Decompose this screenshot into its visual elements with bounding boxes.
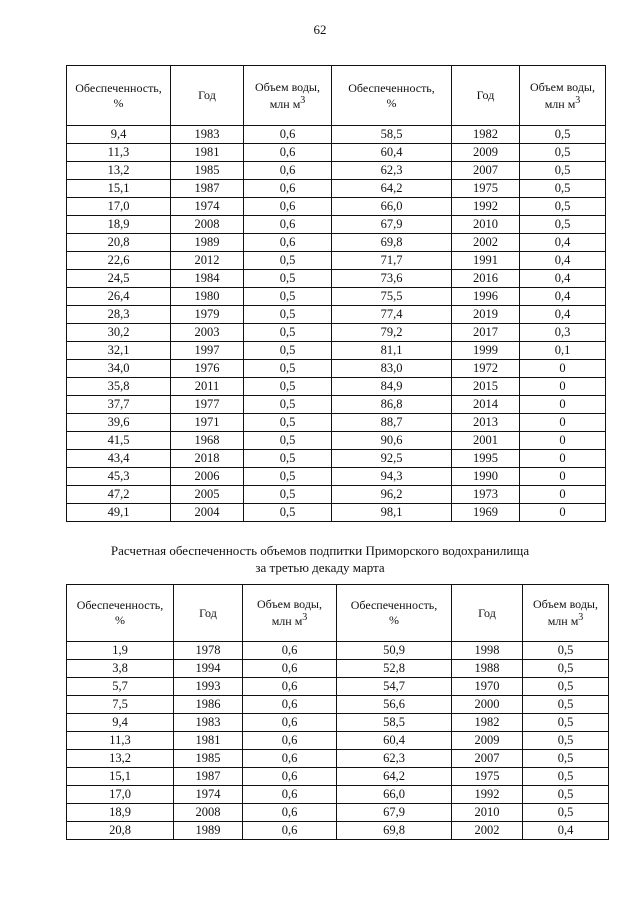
table-cell: 0,5 bbox=[244, 324, 332, 342]
table-cell: 0,5 bbox=[523, 678, 609, 696]
table-cell: 1972 bbox=[452, 360, 520, 378]
table-cell: 1988 bbox=[452, 660, 523, 678]
table-cell: 0,6 bbox=[243, 786, 337, 804]
table-cell: 1997 bbox=[171, 342, 244, 360]
table-cell: 2018 bbox=[171, 450, 244, 468]
header-row bbox=[67, 585, 609, 642]
table-cell: 5,7 bbox=[67, 678, 174, 696]
table-cell: 18,9 bbox=[67, 804, 174, 822]
table-row bbox=[67, 750, 609, 768]
table-cell: 0,6 bbox=[243, 768, 337, 786]
table-row bbox=[67, 378, 606, 396]
table-cell: 0,3 bbox=[520, 324, 606, 342]
table-cell: 1986 bbox=[174, 696, 243, 714]
table-row bbox=[67, 642, 609, 660]
table-cell: 13,2 bbox=[67, 162, 171, 180]
table-cell: 79,2 bbox=[332, 324, 452, 342]
table-cell: 0,6 bbox=[243, 678, 337, 696]
table-cell: 0,6 bbox=[243, 696, 337, 714]
table-cell: 2007 bbox=[452, 750, 523, 768]
table-cell: 2008 bbox=[171, 216, 244, 234]
table-cell: 2001 bbox=[452, 432, 520, 450]
table-cell: 69,8 bbox=[332, 234, 452, 252]
table-cell: 9,4 bbox=[67, 714, 174, 732]
table-cell: 1998 bbox=[452, 642, 523, 660]
table-caption-line-2: за третью декаду марта bbox=[255, 560, 385, 575]
table-cell: 1989 bbox=[171, 234, 244, 252]
table-cell: 0,6 bbox=[244, 234, 332, 252]
table-cell: 0,4 bbox=[520, 270, 606, 288]
table-cell: 45,3 bbox=[67, 468, 171, 486]
table-cell: 64,2 bbox=[337, 768, 452, 786]
table-cell: 67,9 bbox=[332, 216, 452, 234]
table-cell: 37,7 bbox=[67, 396, 171, 414]
table-cell: 1983 bbox=[171, 126, 244, 144]
table-row bbox=[67, 216, 606, 234]
table-row bbox=[67, 342, 606, 360]
table-cell: 1984 bbox=[171, 270, 244, 288]
table-cell: 0 bbox=[520, 450, 606, 468]
table-cell: 62,3 bbox=[337, 750, 452, 768]
table-cell: 0,6 bbox=[244, 198, 332, 216]
table-cell: 1977 bbox=[171, 396, 244, 414]
table-cell: 0,5 bbox=[244, 342, 332, 360]
table-row bbox=[67, 714, 609, 732]
data-table-1 bbox=[66, 65, 606, 522]
header-cell: Обеспеченность, % bbox=[332, 66, 452, 126]
table-cell: 15,1 bbox=[67, 180, 171, 198]
table-cell: 0,4 bbox=[520, 252, 606, 270]
page-number: 62 bbox=[313, 22, 327, 37]
table-cell: 60,4 bbox=[332, 144, 452, 162]
table-cell: 1992 bbox=[452, 198, 520, 216]
table-cell: 58,5 bbox=[332, 126, 452, 144]
header-cell: Объем воды, млн $м^3$ bbox=[520, 66, 606, 126]
table-row bbox=[67, 786, 609, 804]
table-row bbox=[67, 144, 606, 162]
table-cell: 2005 bbox=[171, 486, 244, 504]
table-cell: 1980 bbox=[171, 288, 244, 306]
table-row bbox=[67, 450, 606, 468]
table-cell: 1989 bbox=[174, 822, 243, 840]
table-cell: 0 bbox=[520, 486, 606, 504]
header-cell: Обеспеченность, % bbox=[67, 66, 171, 126]
table-row bbox=[67, 660, 609, 678]
table-cell: 2011 bbox=[171, 378, 244, 396]
table-cell: 0,5 bbox=[244, 414, 332, 432]
table-cell: 0,5 bbox=[520, 180, 606, 198]
table-cell: 98,1 bbox=[332, 504, 452, 522]
table-cell: 0,6 bbox=[244, 216, 332, 234]
table-cell: 22,6 bbox=[67, 252, 171, 270]
table-cell: 1969 bbox=[452, 504, 520, 522]
table-cell: 2004 bbox=[171, 504, 244, 522]
table-cell: 2003 bbox=[171, 324, 244, 342]
table-cell: 0 bbox=[520, 504, 606, 522]
table-row bbox=[67, 306, 606, 324]
table-cell: 58,5 bbox=[337, 714, 452, 732]
table-cell: 0,5 bbox=[523, 714, 609, 732]
table-1-body bbox=[67, 126, 606, 522]
header-cell: Год bbox=[452, 66, 520, 126]
table-cell: 0 bbox=[520, 414, 606, 432]
table-cell: 94,3 bbox=[332, 468, 452, 486]
table-cell: 1981 bbox=[171, 144, 244, 162]
table-cell: 1983 bbox=[174, 714, 243, 732]
table-cell: 2000 bbox=[452, 696, 523, 714]
table-row bbox=[67, 732, 609, 750]
table-2-body bbox=[67, 642, 609, 840]
table-cell: 0,5 bbox=[244, 468, 332, 486]
table-cell: 11,3 bbox=[67, 732, 174, 750]
table-cell: 71,7 bbox=[332, 252, 452, 270]
table-cell: 0,5 bbox=[523, 804, 609, 822]
table-cell: 2017 bbox=[452, 324, 520, 342]
table-row bbox=[67, 468, 606, 486]
table-cell: 92,5 bbox=[332, 450, 452, 468]
table-cell: 1991 bbox=[452, 252, 520, 270]
table-cell: 1,9 bbox=[67, 642, 174, 660]
table-cell: 2012 bbox=[171, 252, 244, 270]
table-cell: 0 bbox=[520, 432, 606, 450]
table-cell: 13,2 bbox=[67, 750, 174, 768]
table-cell: 2019 bbox=[452, 306, 520, 324]
table-cell: 0,5 bbox=[523, 660, 609, 678]
table-cell: 64,2 bbox=[332, 180, 452, 198]
table-cell: 0,5 bbox=[244, 288, 332, 306]
table-cell: 0,6 bbox=[243, 732, 337, 750]
header-cell: Обеспеченность, % bbox=[67, 585, 174, 642]
table-cell: 1990 bbox=[452, 468, 520, 486]
table-cell: 0,5 bbox=[244, 378, 332, 396]
table-cell: 69,8 bbox=[337, 822, 452, 840]
table-cell: 0,5 bbox=[520, 198, 606, 216]
table-cell: 1975 bbox=[452, 768, 523, 786]
table-cell: 2006 bbox=[171, 468, 244, 486]
table-cell: 0,5 bbox=[523, 768, 609, 786]
header-cell: Год bbox=[174, 585, 243, 642]
table-cell: 2016 bbox=[452, 270, 520, 288]
table-cell: 0,6 bbox=[243, 642, 337, 660]
table-cell: 18,9 bbox=[67, 216, 171, 234]
table-cell: 30,2 bbox=[67, 324, 171, 342]
table-cell: 1994 bbox=[174, 660, 243, 678]
table-row bbox=[67, 414, 606, 432]
table-cell: 2009 bbox=[452, 732, 523, 750]
table-cell: 0,6 bbox=[244, 126, 332, 144]
table-cell: 15,1 bbox=[67, 768, 174, 786]
table-cell: 7,5 bbox=[67, 696, 174, 714]
table-cell: 1987 bbox=[171, 180, 244, 198]
table-cell: 34,0 bbox=[67, 360, 171, 378]
table-row bbox=[67, 504, 606, 522]
table-row bbox=[67, 396, 606, 414]
table-cell: 77,4 bbox=[332, 306, 452, 324]
table-cell: 75,5 bbox=[332, 288, 452, 306]
table-cell: 0,5 bbox=[244, 252, 332, 270]
table-cell: 49,1 bbox=[67, 504, 171, 522]
table-row bbox=[67, 678, 609, 696]
header-cell: Год bbox=[452, 585, 523, 642]
table-cell: 0,5 bbox=[244, 504, 332, 522]
table-cell: 1981 bbox=[174, 732, 243, 750]
table-cell: 0,5 bbox=[520, 144, 606, 162]
table-cell: 0,6 bbox=[244, 144, 332, 162]
table-row bbox=[67, 270, 606, 288]
table-cell: 62,3 bbox=[332, 162, 452, 180]
table-cell: 1968 bbox=[171, 432, 244, 450]
table-cell: 1982 bbox=[452, 714, 523, 732]
table-cell: 9,4 bbox=[67, 126, 171, 144]
table-cell: 2010 bbox=[452, 804, 523, 822]
table-cell: 0,6 bbox=[244, 162, 332, 180]
table-cell: 0 bbox=[520, 396, 606, 414]
table-row bbox=[67, 234, 606, 252]
table-cell: 2007 bbox=[452, 162, 520, 180]
table-cell: 11,3 bbox=[67, 144, 171, 162]
table-cell: 1974 bbox=[174, 786, 243, 804]
table-cell: 1971 bbox=[171, 414, 244, 432]
table-cell: 39,6 bbox=[67, 414, 171, 432]
table-cell: 2002 bbox=[452, 822, 523, 840]
table-row bbox=[67, 198, 606, 216]
table-cell: 17,0 bbox=[67, 786, 174, 804]
table-cell: 1979 bbox=[171, 306, 244, 324]
table-row bbox=[67, 288, 606, 306]
table-cell: 0,5 bbox=[523, 732, 609, 750]
table-cell: 2014 bbox=[452, 396, 520, 414]
table-cell: 0,6 bbox=[243, 660, 337, 678]
table-cell: 0,4 bbox=[523, 822, 609, 840]
table-cell: 88,7 bbox=[332, 414, 452, 432]
table-cell: 50,9 bbox=[337, 642, 452, 660]
table-cell: 32,1 bbox=[67, 342, 171, 360]
table-cell: 0,5 bbox=[523, 642, 609, 660]
table-row bbox=[67, 486, 606, 504]
table-cell: 0,6 bbox=[243, 750, 337, 768]
table-row bbox=[67, 360, 606, 378]
table-cell: 83,0 bbox=[332, 360, 452, 378]
table-row bbox=[67, 804, 609, 822]
table-cell: 0,6 bbox=[243, 714, 337, 732]
table-cell: 66,0 bbox=[337, 786, 452, 804]
table-cell: 2015 bbox=[452, 378, 520, 396]
table-cell: 56,6 bbox=[337, 696, 452, 714]
table-row bbox=[67, 162, 606, 180]
table-cell: 1992 bbox=[452, 786, 523, 804]
table-cell: 0,5 bbox=[244, 432, 332, 450]
table-cell: 54,7 bbox=[337, 678, 452, 696]
table-cell: 2009 bbox=[452, 144, 520, 162]
table-cell: 1985 bbox=[171, 162, 244, 180]
table-cell: 0,5 bbox=[244, 396, 332, 414]
table-row bbox=[67, 432, 606, 450]
table-cell: 17,0 bbox=[67, 198, 171, 216]
table-cell: 66,0 bbox=[332, 198, 452, 216]
table-cell: 0,5 bbox=[523, 786, 609, 804]
table-cell: 0 bbox=[520, 468, 606, 486]
header-cell: Объем воды, млн $м^3$ bbox=[243, 585, 337, 642]
table-cell: 0,5 bbox=[244, 360, 332, 378]
table-cell: 0,4 bbox=[520, 234, 606, 252]
table-cell: 1996 bbox=[452, 288, 520, 306]
table-row bbox=[67, 696, 609, 714]
table-cell: 1995 bbox=[452, 450, 520, 468]
table-cell: 0,1 bbox=[520, 342, 606, 360]
table-cell: 0,5 bbox=[244, 306, 332, 324]
table-cell: 1970 bbox=[452, 678, 523, 696]
table-cell: 81,1 bbox=[332, 342, 452, 360]
table-cell: 2002 bbox=[452, 234, 520, 252]
table-row bbox=[67, 768, 609, 786]
data-table-2 bbox=[66, 584, 609, 840]
table-cell: 0,6 bbox=[243, 804, 337, 822]
table-cell: 1999 bbox=[452, 342, 520, 360]
table-cell: 0,5 bbox=[523, 696, 609, 714]
table-cell: 3,8 bbox=[67, 660, 174, 678]
table-cell: 84,9 bbox=[332, 378, 452, 396]
table-cell: 1982 bbox=[452, 126, 520, 144]
table-cell: 0 bbox=[520, 378, 606, 396]
header-cell: Обеспеченность, % bbox=[337, 585, 452, 642]
table-cell: 47,2 bbox=[67, 486, 171, 504]
table-cell: 1993 bbox=[174, 678, 243, 696]
table-cell: 1987 bbox=[174, 768, 243, 786]
table-cell: 0,5 bbox=[523, 750, 609, 768]
table-cell: 0,4 bbox=[520, 288, 606, 306]
table-cell: 0,5 bbox=[520, 216, 606, 234]
table-cell: 1976 bbox=[171, 360, 244, 378]
table-row bbox=[67, 252, 606, 270]
header-cell: Объем воды, млн $м^3$ bbox=[244, 66, 332, 126]
table-cell: 90,6 bbox=[332, 432, 452, 450]
table-cell: 24,5 bbox=[67, 270, 171, 288]
table-row bbox=[67, 822, 609, 840]
table-cell: 67,9 bbox=[337, 804, 452, 822]
table-cell: 0,6 bbox=[243, 822, 337, 840]
table-cell: 20,8 bbox=[67, 234, 171, 252]
table-cell: 1973 bbox=[452, 486, 520, 504]
header-row bbox=[67, 66, 606, 126]
header-cell: Объем воды, млн $м^3$ bbox=[523, 585, 609, 642]
table-cell: 86,8 bbox=[332, 396, 452, 414]
table-row bbox=[67, 180, 606, 198]
table-cell: 43,4 bbox=[67, 450, 171, 468]
table-cell: 1974 bbox=[171, 198, 244, 216]
table-caption-line-1: Расчетная обеспеченность объемов подпитки Приморского водохранилища bbox=[110, 543, 530, 558]
table-cell: 0,5 bbox=[520, 126, 606, 144]
table-row bbox=[67, 126, 606, 144]
table-cell: 0,5 bbox=[244, 486, 332, 504]
table-cell: 20,8 bbox=[67, 822, 174, 840]
table-cell: 0,6 bbox=[244, 180, 332, 198]
table-cell: 1985 bbox=[174, 750, 243, 768]
table-cell: 52,8 bbox=[337, 660, 452, 678]
table-cell: 0 bbox=[520, 360, 606, 378]
table-cell: 2013 bbox=[452, 414, 520, 432]
table-cell: 1975 bbox=[452, 180, 520, 198]
header-cell: Год bbox=[171, 66, 244, 126]
table-cell: 0,4 bbox=[520, 306, 606, 324]
table-cell: 28,3 bbox=[67, 306, 171, 324]
table-row bbox=[67, 324, 606, 342]
table-cell: 73,6 bbox=[332, 270, 452, 288]
table-cell: 41,5 bbox=[67, 432, 171, 450]
table-cell: 1978 bbox=[174, 642, 243, 660]
table-cell: 2008 bbox=[174, 804, 243, 822]
table-cell: 35,8 bbox=[67, 378, 171, 396]
table-cell: 96,2 bbox=[332, 486, 452, 504]
table-cell: 2010 bbox=[452, 216, 520, 234]
table-cell: 0,5 bbox=[520, 162, 606, 180]
table-cell: 0,5 bbox=[244, 270, 332, 288]
table-cell: 0,5 bbox=[244, 450, 332, 468]
table-cell: 60,4 bbox=[337, 732, 452, 750]
table-cell: 26,4 bbox=[67, 288, 171, 306]
